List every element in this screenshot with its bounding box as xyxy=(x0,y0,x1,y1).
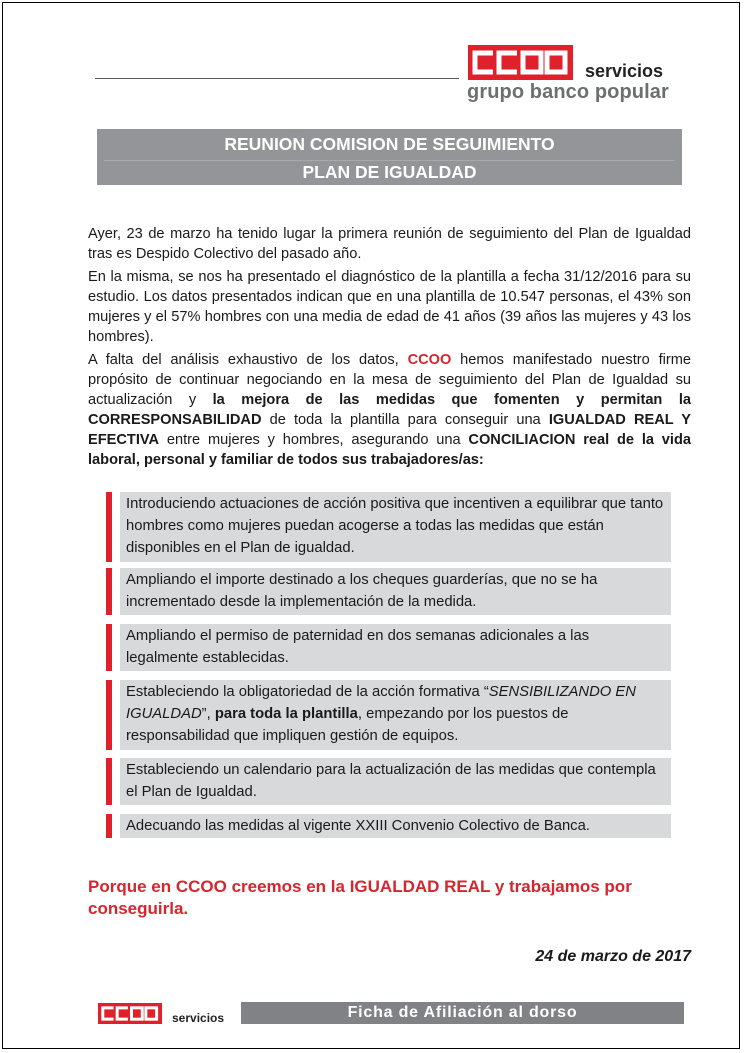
membership-form-banner: Ficha de Afiliación al dorso xyxy=(241,1002,684,1024)
footer-servicios-label: servicios xyxy=(172,1011,225,1025)
text-segment: hemos manifestado nuestro firme propósito de continuar negociando en la mesa de seguimiento del Plan de Igualdad su actualización y xyxy=(88,352,691,408)
ccoo-logo xyxy=(468,45,573,80)
red-bar-marker xyxy=(106,568,112,615)
paragraph-intro: Ayer, 23 de marzo ha tenido lugar la primera reunión de seguimiento del Plan de Igualdad tras es Despido Colectivo del pasado año. xyxy=(88,226,691,262)
document-date: 24 de marzo de 2017 xyxy=(535,948,691,965)
measure-item xyxy=(106,568,671,615)
text-segment: Estableciendo la obligatoriedad de la acción formativa “ xyxy=(126,684,489,700)
text-segment: de toda la plantilla para conseguir una xyxy=(261,412,549,428)
ccoo-footer-logo xyxy=(98,1003,162,1024)
measure-text: Introduciendo actuaciones de acción positiva que incentiven a equilibrar que tanto hombres como mujeres puedan acogerse a todas las medidas que están disponibles en el Plan de igualdad. xyxy=(120,492,671,562)
red-bar-marker xyxy=(106,814,112,838)
text-segment: , empezando por los puestos de responsabilidad que impliquen gestión de equipos. xyxy=(126,706,569,744)
title-line-2: PLAN DE IGUALDAD xyxy=(302,162,477,182)
title-divider xyxy=(104,160,675,161)
header-rule xyxy=(95,78,459,79)
italic-segment: SENSIBILIZANDO EN IGUALDAD xyxy=(126,684,636,722)
group-name: grupo banco popular xyxy=(467,81,669,103)
ccoo-logo-mark xyxy=(472,50,569,75)
paragraph-commitment xyxy=(88,350,691,470)
text-segment: A falta del análisis exhaustivo de los datos, xyxy=(88,352,408,368)
paragraph-diagnosis: En la misma, se nos ha presentado el diagnóstico de la plantilla a fecha 31/12/2016 para su estudio. Los datos presentados indican que en una plantilla de 10.547 personas, el 43% son mujeres y el 57% hombres con una media de edad de 41 años (39 años las mujeres y 43 los hombres). xyxy=(88,269,691,345)
bold-segment: CONCILIACION xyxy=(468,432,576,448)
measure-text: Ampliando el importe destinado a los cheques guarderías, que no se ha incrementado desde la implementación de la medida. xyxy=(120,568,671,615)
measure-item xyxy=(106,680,671,750)
bold-segment: real de la vida laboral, personal y familiar de todos sus trabajadores/as: xyxy=(88,432,691,468)
closing-statement: Porque en CCOO creemos en la IGUALDAD REAL y trabajamos por conseguirla. xyxy=(88,877,632,918)
red-bar-marker xyxy=(106,680,112,750)
servicios-label: servicios xyxy=(585,61,664,81)
text-segment: entre mujeres y hombres, asegurando una xyxy=(159,432,469,448)
measure-text: Estableciendo un calendario para la actualización de las medidas que contempla el Plan de Igualdad. xyxy=(120,758,671,805)
bold-segment: IGUALDAD REAL Y EFECTIVA xyxy=(88,412,692,448)
red-bar-marker xyxy=(106,492,112,562)
title-banner xyxy=(97,129,682,185)
text-segment: ”, xyxy=(201,706,215,722)
measure-item xyxy=(106,758,671,805)
measure-text: Adecuando las medidas al vigente XXIII Convenio Colectivo de Banca. xyxy=(120,814,671,838)
bold-segment: la mejora de las medidas que fomenten y permitan la CORRESPONSABILIDAD xyxy=(88,392,691,428)
measure-text: Ampliando el permiso de paternidad en dos semanas adicionales a las legalmente establecidas. xyxy=(120,624,671,671)
ccoo-highlight: CCOO xyxy=(407,352,452,368)
red-bar-marker xyxy=(106,624,112,671)
bold-segment: para toda la plantilla xyxy=(214,706,358,722)
red-bar-marker xyxy=(106,758,112,805)
measure-text xyxy=(120,680,671,750)
measure-item xyxy=(106,492,671,562)
ccoo-footer-logo-mark xyxy=(101,1006,159,1021)
measure-item xyxy=(106,624,671,671)
title-line-1: REUNION COMISION DE SEGUIMIENTO xyxy=(224,134,555,154)
measure-item xyxy=(106,814,671,838)
